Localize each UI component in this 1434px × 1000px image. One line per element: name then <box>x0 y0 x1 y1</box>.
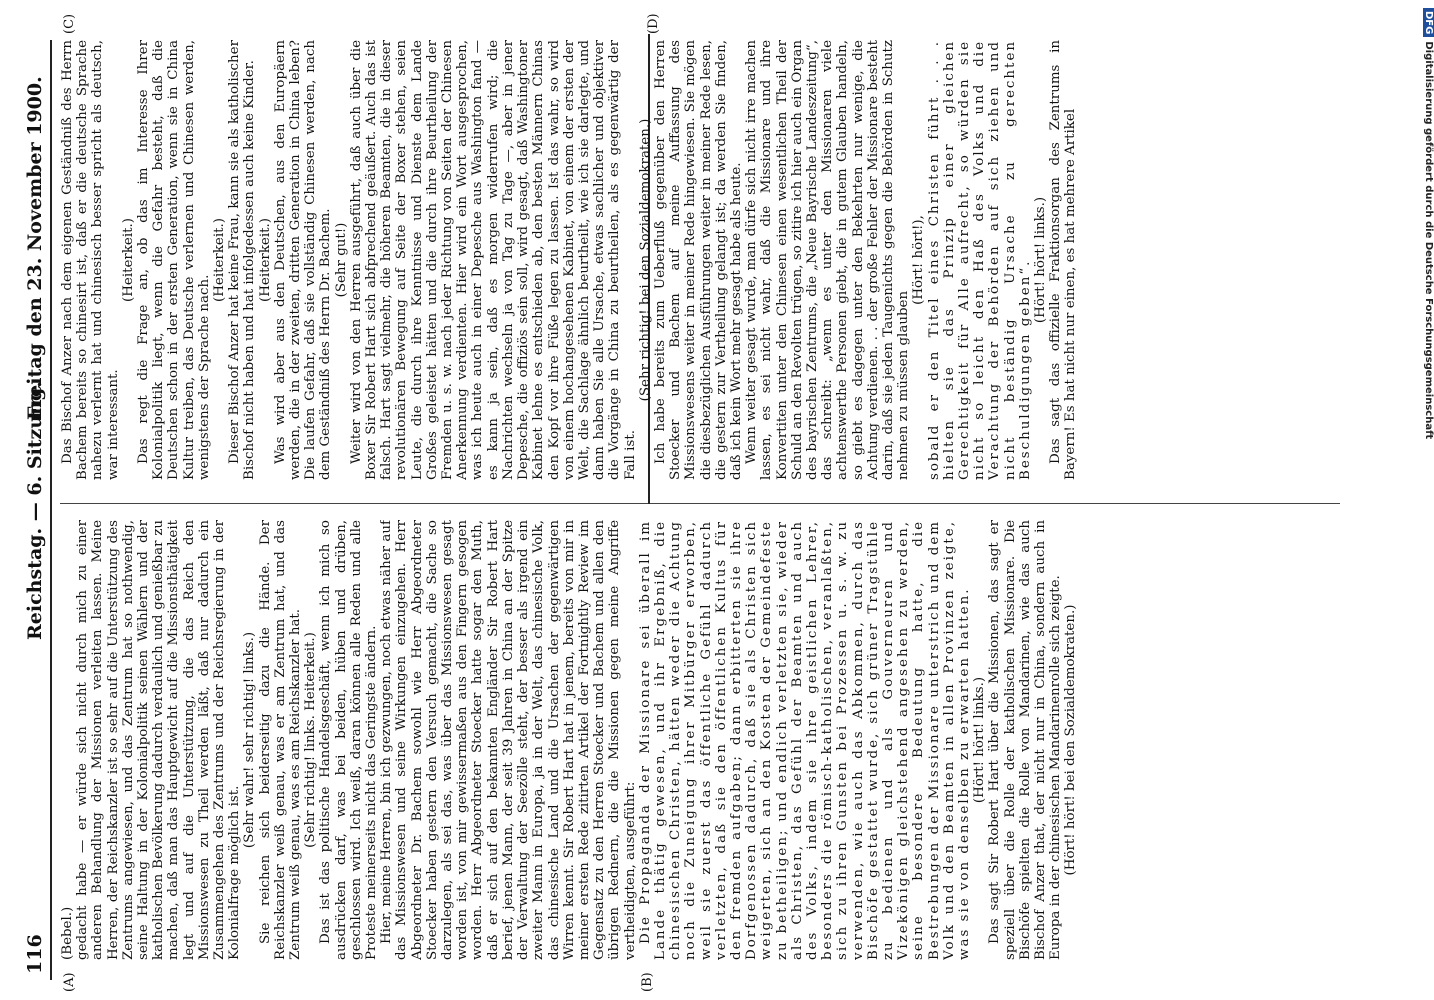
margin-mark-c: (C) <box>62 13 77 34</box>
page-number: 116 <box>24 934 46 974</box>
interjection: (Hört! hört! links.) <box>972 676 988 804</box>
paragraph: Dieser Bischof Anzer hat keine Frau, kann sie als katholischer Bischof nicht haben und hat infolgedessen auch keine Kinder. <box>227 40 258 480</box>
interjection: (Heiterkeit.) <box>120 218 136 302</box>
column-divider <box>60 503 1340 504</box>
digitization-credit <box>1420 8 1434 708</box>
paragraph: Was wird aber aus den Deutschen, aus den Europäern werden, die in der zweiten, dritten Generation in China leben? Die laufen Gefahr, daß sie vollständig Chinesen werden, nach dem Geständniß des Herrn Dr. Bachem. <box>272 40 334 480</box>
paragraph: Sie reichen sich beiderseitig dazu die Hände. Der Reichskanzler weiß genau, was er am Zentrum hat, und das Zentrum weiß genau, was es am Reichskanzler hat. <box>257 520 304 960</box>
interjection: (Hört! hört!), <box>911 215 927 305</box>
dfg-logo: DFG <box>1423 8 1434 37</box>
paragraph: Wenn weiter gesagt wurde, man dürfe sich nicht irre machen lassen, es sei nicht wahr, daß die Missionare und ihre Konvertiten unter den Chinesen einen wesentlichen Theil der Schuld an den Revolten trügen, so zitire ich hier auch ein Organ des bayrischen Zentrums, die „Neue Bayrische Landeszeitung“, das schreibt: „wenn es unter den Missionaren viele achtenswerthe Personen giebt, die in gutem Glauben handeln, so giebt es dagegen unter den Bekehrten nur wenige, die Achtung verdienen. . . der große Fehler der Missionare besteht darin, daß sie jeden Taugenichts gegen die Behörden in Schutz nehmen zu müssen glauben <box>744 40 912 480</box>
paragraph: gedacht habe — er würde sich nicht durch mich zu einer anderen Behandlung der Missionen verleiten lassen. Meine Herren, der Reichskanzler ist so sehr auf die Unterstützung des Zentrums angewiesen, und das Zentrum hat so nothwendig, seine Haltung in der Kolonialpolitik seinen Wählern und der katholischen Bevölkerung dadurch verdaulich und genießbar zu machen, daß man das Hauptgewicht auf die Missionsthätigkeit legt und auf die Unterstützung, die das Reich den Missionswesen zu Theil werden läßt, daß nur dadurch ein Zusammengehen des Zentrums und der Reichsregierung in der Kolonialfrage möglich ist. <box>75 520 243 960</box>
credit-text <box>1420 8 1434 708</box>
margin-mark-d: (D) <box>646 13 661 34</box>
paragraph: Das ist das politische Handelsgeschäft, wenn ich mich so ausdrücken darf, was bei beiden, hüben und drüben, geschlossen wird. Ich weiß, daran können alle Reden und alle Proteste meinerseits nicht das Geringste ändern. <box>318 520 380 960</box>
paragraph: Hier, meine Herren, bin ich gezwungen, noch etwas näher auf das Missionswesen und seine Wirkungen einzugehen. Herr Abgeordneter Dr. Bachem sowohl wie Herr Abgeordneter Stoecker haben gestern den Versuch gemacht, die Sache so darzulegen, als sei das, was über das Missionswesen gesagt worden ist, von mir gewissermaßen aus den Fingern gesogen worden. Herr Abgeordneter Stoecker hatte sogar den Muth, daß er sich auf den bekannten Engländer Sir Robert Hart berief, jenen Mann, der seit 39 Jahren in China an der Spitze der Verwaltung der Seezölle steht, der besser als irgend ein zweiter Mann in Europa, ja in der Welt, das chinesische Volk, das chinesische Land und die Ursachen der gegenwärtigen Wirren kennt. Sir Robert Hart hat in jenem, bereits von mir in meiner ersten Rede zitirten Artikel der Fortnightly Review im Gegensatz zu den Herren Stoecker und Bachem und allen den übrigen Rednern, die die Missionen gegen meine Angriffe vertheidigten, ausgeführt: <box>379 520 638 960</box>
paragraph: Ich habe bereits zum Ueberfluß gegenüber den Herren Stoecker und Bachem auf meine Auffassung des Missionswesens weiter in meiner Rede hingewiesen. Sie mögen die diesbezüglichen Ausführungen weiter in meiner Rede lesen, die gestern zur Vertheilung gelangt ist; da werden Sie finden, daß ich kein Wort mehr gesagt habe als heute. <box>652 40 744 480</box>
right-column <box>60 40 1340 480</box>
paragraph: Weiter wird von den Herren ausgeführt, daß auch über die Boxer Sir Robert Hart sich abfprechend geäußert. Auch das ist falsch. Hart sagt vielmehr, die höheren Beamten, die in dieser revolutionären Bewegung auf Seite der Boxer stehen, seien Leute, die durch ihre Kenntnisse und Dienste dem Lande Großes geleistet hätten und die durch ihre Beurtheilung der Fremden u. s. w. nach jeder Richtung von Seiten der Chinesen Anerkennung verdienten. Hier wird ein Wort ausgesprochen, was ich heute auch in einer Depesche aus Washington fand — es kann ja sein, daß es morgen widerrufen wird; die Nachrichten wechseln ja von Tag zu Tage —, aber in jener Depesche, die offiziös sein soll, wird gesagt, daß Washingtoner Kabinet lehne es entschieden ab, den besten Männern Chinas den Kopf vor ihre Füße legen zu lassen. Ist das wahr, so wird von einem hochangesehenen Kabinet, von einem der ersten der Welt, die Sachlage ähnlich beurtheilt, wie ich sie darlegte, und dann haben Sie alle Ursache, etwas sachlicher und objektiver die Vorgänge in China zu beurtheilen, als es gegenwärtig der Fall ist. <box>348 40 638 480</box>
speaker-label: (Bebel.) <box>60 906 75 960</box>
interjection: (Heiterkeit.) <box>212 218 228 302</box>
quotation: sobald er den Titel eines Christen führt . . . hielten sie das Prinzip einer gleichen Gerechtigkeit für Alle aufrecht, so würden sie nicht so leicht den Haß des Volks und die Verachtung der Behörden auf sich ziehen und nicht beständig Ursache zu gerechten Beschuldigungen geben“. <box>926 40 1033 480</box>
left-column <box>60 520 1340 960</box>
interjection: (Hört! hört! links.) <box>1033 196 1048 324</box>
quotation: Die Propaganda der Missionare sei überall im Lande thätig gewesen, und ihr Ergebniß, die chinesischen Christen, hätten weder die Achtung noch die Zuneigung ihrer Mitbürger erworben, weil sie zuerst das öffentliche Gefühl dadurch verletzten, daß sie den öffentlichen Kultus für den fremden aufgaben; dann erbitterten sie ihre Dorfgenossen dadurch, daß sie als Christen sich weigerten, sich an den Kosten der Gemeindefeste zu betheiligen; und endlich verletzten sie, wieder als Christen, das Gefühl der Beamten und auch des Volks, indem sie ihre geistlichen Lehrer, besonders die römisch-katholischen, veranlaßten, sich zu ihren Gunsten bei Prozessen u. s. w. zu verwenden, wie auch das Abkommen, durch das Bischöfe gestattet wurde, sich grüner Tragstühle zu bedienen und als Gouverneuren und Vizekönigen gleichstehend angesehen zu werden, seine besondere Bedeutung hatte, die Bestrebungen der Missionare unterstrich und dem Volk und den Beamten in allen Provinzen zeigte, was sie von denselben zu erwarten hatten. <box>637 520 972 960</box>
interjection: (Sehr richtig! bei den Sozialdemokraten.) <box>637 118 653 402</box>
session-title: Reichstag. — 6. Sitzung. <box>24 381 46 640</box>
interjection: (Sehr gut!) <box>333 222 349 298</box>
page-header <box>22 40 52 980</box>
session-date: Freitag den 23. November 1900. <box>24 76 46 420</box>
credit-label: Digitalisierung gefördert durch die Deutsche Forschungsgemeinschaft <box>1423 41 1434 440</box>
paragraph: Das sagt Sir Robert Hart über die Missionen, das sagt er speziell über die Rolle der katholischen Missionare. Die Bischöfe spielten die Rolle von Mandarinen, wie das auch Bischof Anzer that, der nicht nur in China, sondern auch in Europa in der chinesischen Mandarinenrolle sich zeigte. <box>987 520 1064 960</box>
paragraph: Das sagt das offizielle Fraktionsorgan des Zentrums in Bayern! Es hat nicht nur einen, es hat mehrere Artikel <box>1048 40 1079 480</box>
margin-mark-a: (A) <box>62 972 77 992</box>
paragraph: Das regt die Frage an, ob das im Interesse Ihrer Kolonialpolitik liegt, wenn die Gefahr besteht, daß die Deutschen schon in der ersten Generation, wenn sie in China Kultur treiben, das Deutsche verlernen und Chinesen werden, wenigstens der Sprache nach. <box>136 40 212 480</box>
interjection: (Sehr richtig! links. Heiterkeit.) <box>303 632 319 848</box>
margin-mark-b: (B) <box>640 972 655 992</box>
paragraph: Das Bischof Anzer nach dem eigenen Geständniß des Herrn Bachem bereits so chinesirt ist, daß er die deutsche Sprache nahezu verlernt hat und chinesisch besser spricht als deutsch, war interessant. <box>60 40 121 480</box>
interjection: (Hört! hört! bei den Sozialdemokraten.) <box>1063 604 1079 876</box>
interjection: (Heiterkeit.) <box>257 218 273 302</box>
interjection: (Sehr wahr! sehr richtig! links.) <box>242 631 258 849</box>
